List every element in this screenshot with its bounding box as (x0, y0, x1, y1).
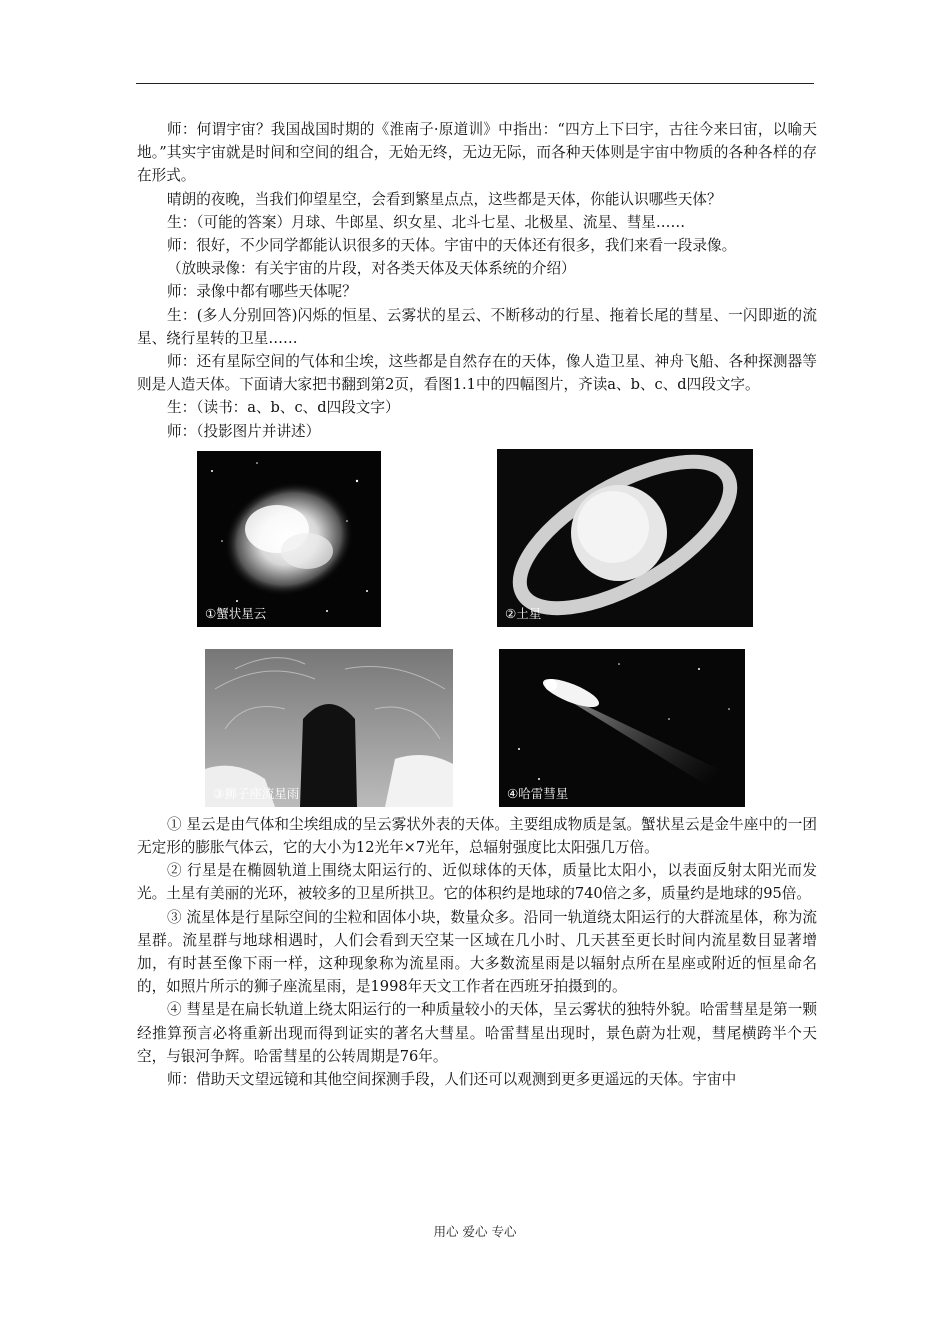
paragraph: ① 星云是由气体和尘埃组成的呈云雾状外表的天体。主要组成物质是氢。蟹状星云是金牛座中的一团无定形的膨胀气体云，它的大小为12光年×7光年，总辐射强度比太阳强几万倍。 (137, 815, 817, 857)
photo-caption: ①蟹状星云 (205, 605, 267, 621)
paragraph: 师：何谓宇宙？我国战国时期的《淮南子·原道训》中指出：“四方上下曰宇，古往今来曰宙，以喻天地。”其实宇宙就是时间和空间的组合，无始无终，无边无际，而各种天体则是宇宙中物质的各种各样的存在形式。 (137, 121, 817, 185)
paragraph: （放映录像：有关宇宙的片段，对各类天体及天体系统的介绍） (167, 260, 576, 278)
saturn-image (497, 449, 753, 627)
header-rule (136, 83, 814, 84)
document-body (137, 118, 817, 1091)
paragraph: 师：借助天文望远镜和其他空间探测手段，人们还可以观测到更多更遥远的天体。宇宙中 (167, 1071, 737, 1089)
paragraph: 晴朗的夜晚，当我们仰望星空，会看到繁星点点，这些都是天体，你能认识哪些天体？ (167, 190, 722, 208)
nebula-image (197, 451, 381, 627)
paragraph: ③ 流星体是行星际空间的尘粒和固体小块，数量众多。沿同一轨道绕太阳运行的大群流星体，称为流星群。流星群与地球相遇时，人们会看到天空某一区域在几小时、几天甚至更长时间内流星数目显著增加，有时甚至像下雨一样，这种现象称为流星雨。大多数流星雨是以辐射点所在星座或附近的恒星命名的，如照片所示的狮子座流星雨，是1998年天文工作者在西班牙拍摄到的。 (137, 908, 817, 996)
paragraph: 师：（投影图片并讲述） (167, 422, 321, 440)
meteor-shower-image (205, 649, 453, 807)
paragraph: 师：还有星际空间的气体和尘埃，这些都是自然存在的天体，像人造卫星、神舟飞船、各种探测器等则是人造天体。下面请大家把书翻到第2页，看图1.1中的四幅图片，齐读a、b、c、d四段文字。 (137, 353, 817, 394)
paragraph: ④ 彗星是在扁长轨道上绕太阳运行的一种质量较小的天体，呈云雾状的独特外貌。哈雷彗星是第一颗经推算预言必将重新出现而得到证实的著名大彗星。哈雷彗星出现时，景色蔚为壮观，彗尾横跨半个天空，与银河争辉。哈雷彗星的公转周期是76年。 (137, 1001, 817, 1065)
photo-caption: ②土星 (505, 605, 542, 621)
paragraph: 师：录像中都有哪些天体呢？ (167, 283, 357, 301)
paragraph: 生：（读书：a、b、c、d四段文字） (167, 399, 400, 417)
figure-photos (137, 451, 817, 807)
paragraph: 师：很好，不少同学都能认识很多的天体。宇宙中的天体还有很多，我们来看一段录像。 (167, 237, 737, 255)
comet-image (499, 649, 745, 807)
paragraph: 生：（可能的答案）月球、牛郎星、织女星、北斗七星、北极星、流星、彗星…… (167, 213, 686, 231)
paragraph: ② 行星是在椭圆轨道上围绕太阳运行的、近似球体的天体，质量比太阳小，以表面反射太阳光而发光。土星有美丽的光环，被较多的卫星所拱卫。它的体积约是地球的740倍之多，质量约是地球的95倍。 (137, 862, 817, 903)
paragraph: 生：(多人分别回答)闪烁的恒星、云雾状的星云、不断移动的行星、拖着长尾的彗星、一闪即逝的流星、绕行星转的卫星…… (137, 306, 817, 347)
page-footer: 用心 爱心 专心 (433, 1224, 517, 1239)
photo-caption: ④哈雷彗星 (507, 785, 569, 801)
photo-caption: ③狮子座流星雨 (213, 785, 300, 801)
